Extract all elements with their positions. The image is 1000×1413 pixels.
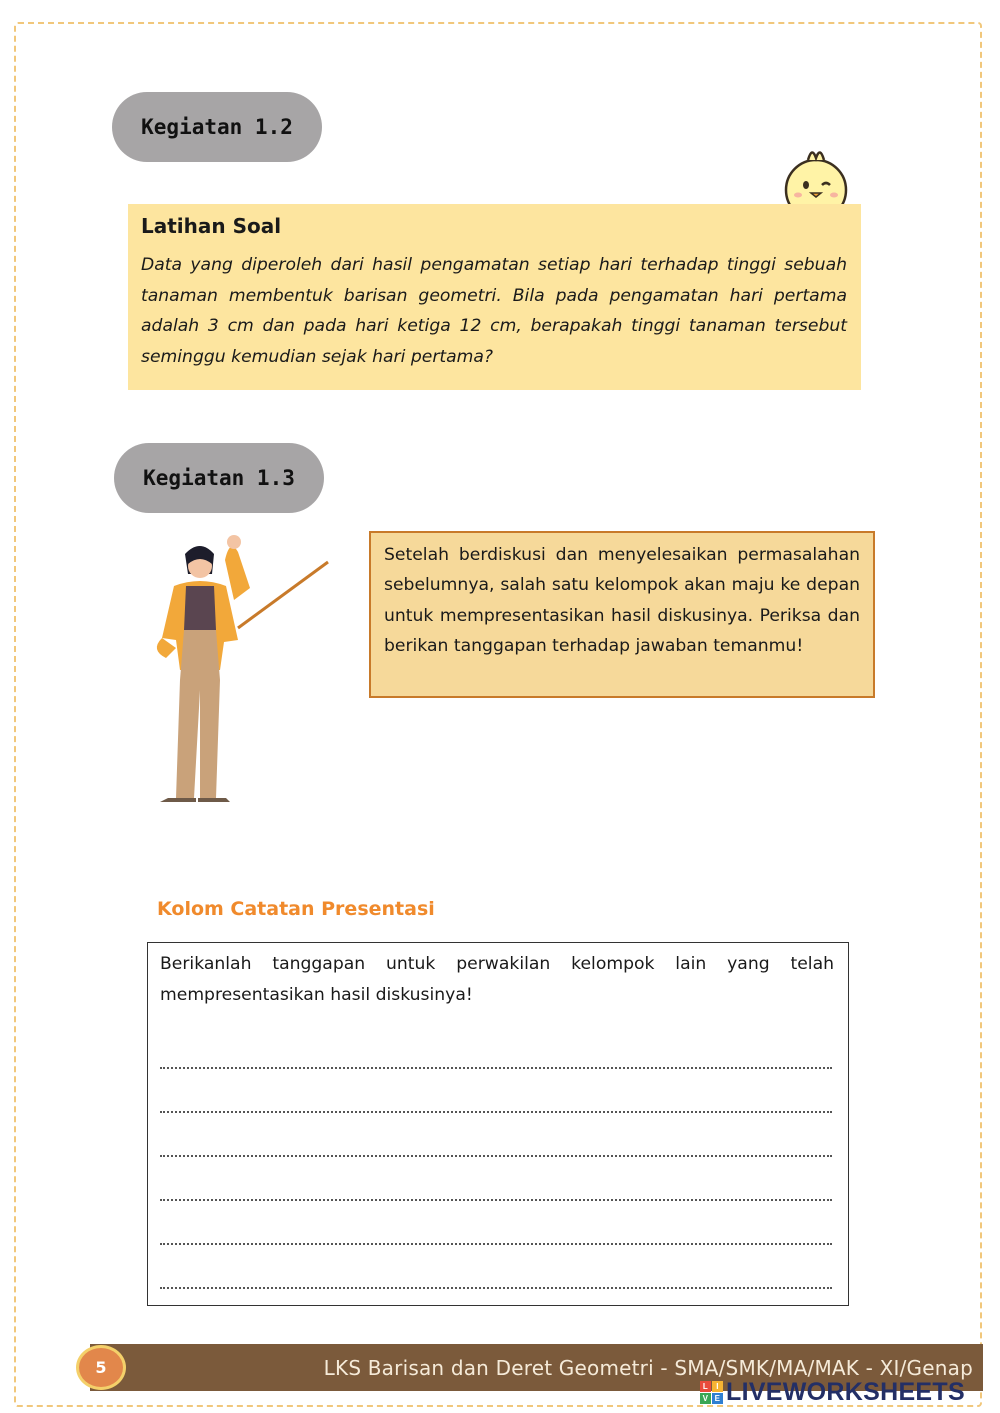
answer-line[interactable] xyxy=(160,1069,832,1113)
notes-title: Kolom Catatan Presentasi xyxy=(157,898,435,920)
notes-prompt: Berikanlah tanggapan untuk perwakilan kelompok lain yang telah mempresentasikan hasil diskusinya! xyxy=(160,954,834,1005)
exercise-box xyxy=(128,204,861,390)
liveworksheets-logo-icon: L I V E xyxy=(700,1381,723,1404)
presenter-illustration xyxy=(130,530,340,805)
answer-line[interactable] xyxy=(160,1113,832,1157)
answer-lines xyxy=(160,1025,834,1289)
notes-box xyxy=(147,942,849,1306)
page-number-badge: 5 xyxy=(76,1345,126,1390)
activity-label-1-3: Kegiatan 1.3 xyxy=(114,443,324,513)
answer-line[interactable] xyxy=(160,1025,832,1069)
answer-line[interactable] xyxy=(160,1157,832,1201)
footer-text: LKS Barisan dan Deret Geometri - SMA/SMK/MA/MAK - XI/Genap xyxy=(323,1355,973,1380)
answer-line[interactable] xyxy=(160,1245,832,1289)
activity-label-1-2: Kegiatan 1.2 xyxy=(112,92,322,162)
watermark-text: LIVEWORKSHEETS xyxy=(726,1378,965,1406)
exercise-title: Latihan Soal xyxy=(141,214,282,238)
liveworksheets-watermark xyxy=(700,1378,965,1407)
instruction-text: Setelah berdiskusi dan menyelesaikan permasalahan sebelumnya, salah satu kelompok akan maju ke depan untuk mempresentasikan hasil diskusinya. Periksa dan berikan tanggapan terhadap jawaban temanmu! xyxy=(384,545,860,656)
exercise-text: Data yang diperoleh dari hasil pengamatan setiap hari terhadap tinggi sebuah tanaman membentuk barisan geometri. Bila pada pengamatan hari pertama adalah 3 cm dan pada hari ketiga 12 cm, berapakah tinggi tanaman tersebut seminggu kemudian sejak hari pertama? xyxy=(141,255,847,367)
answer-line[interactable] xyxy=(160,1201,832,1245)
instruction-box xyxy=(369,531,875,698)
